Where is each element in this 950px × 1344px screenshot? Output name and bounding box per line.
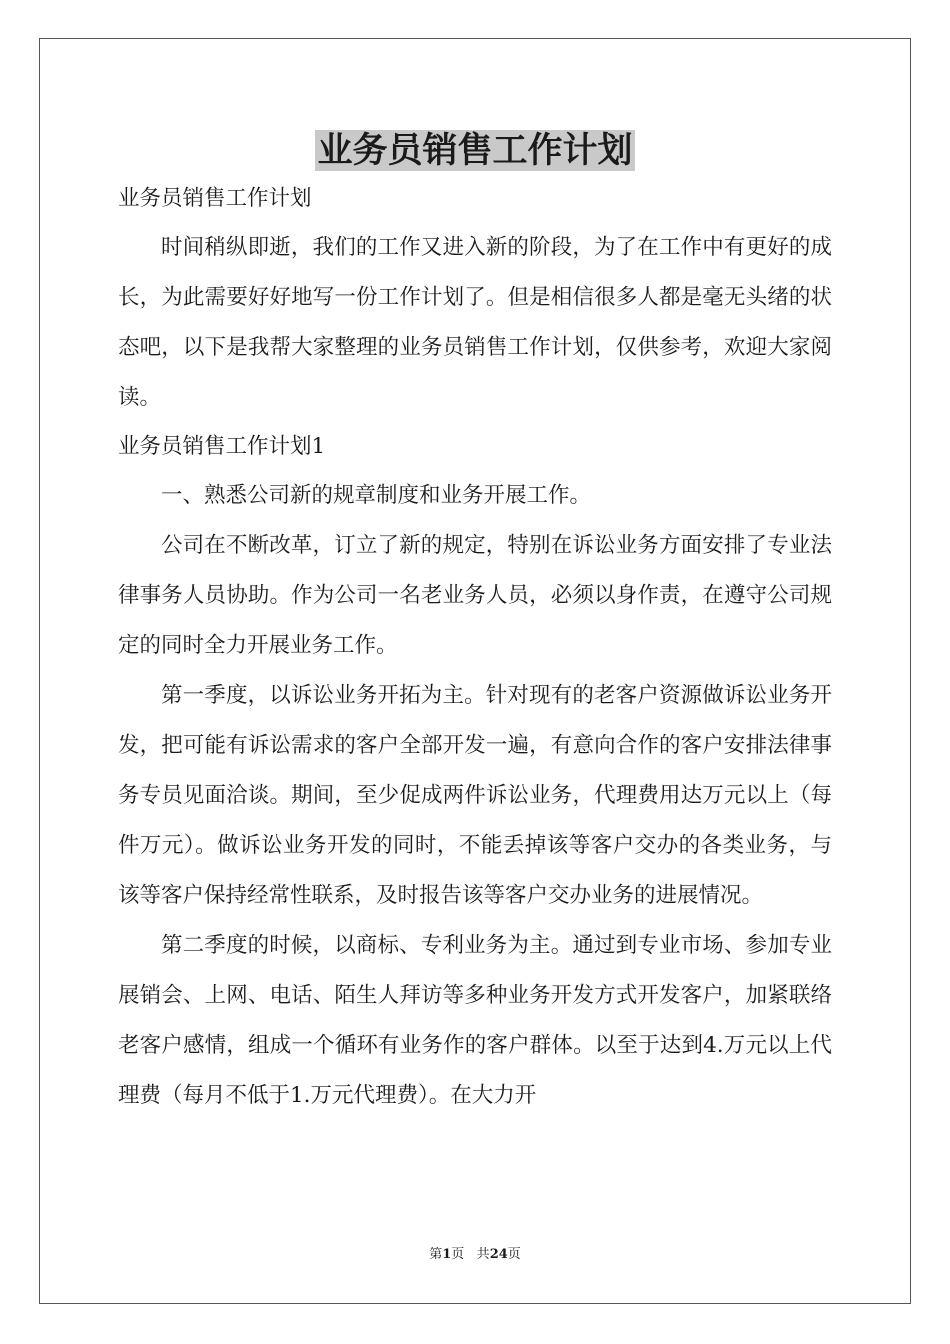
document-title	[0, 124, 950, 178]
page-suffix: 页	[451, 1247, 465, 1262]
body-paragraph-2: 第一季度，以诉讼业务开拓为主。针对现有的老客户资源做诉讼业务开发，把可能有诉讼需求的客户全部开发一遍，有意向合作的客户安排法律事务专员见面洽谈。期间，至少促成两件诉讼业务，代理费用达万元以上（每件万元）。做诉讼业务开发的同时，不能丢掉该等客户交办的各类业务，与该等客户保持经常性联系，及时报告该等客户交办业务的进展情况。	[118, 683, 832, 908]
intro-paragraph: 时间稍纵即逝，我们的工作又进入新的阶段，为了在工作中有更好的成长，为此需要好好地写一份工作计划了。但是相信很多人都是毫无头绪的状态吧，以下是我帮大家整理的业务员销售工作计划，仅供参考，欢迎大家阅读。	[118, 235, 832, 410]
document-body	[118, 175, 832, 1121]
total-pages: 24	[489, 1247, 508, 1262]
point-heading: 一、熟悉公司新的规章制度和业务开展工作。	[161, 483, 592, 508]
body-paragraph-3: 第二季度的时候，以商标、专利业务为主。通过到专业市场、参加专业展销会、上网、电话、陌生人拜访等多种业务开发方式开发客户，加紧联络老客户感情，组成一个循环有业务作的客户群体。以至于达到4.万元以上代理费（每月不低于1.万元代理费）。在大力开	[118, 933, 832, 1108]
section-heading: 业务员销售工作计划1	[118, 434, 326, 459]
page-prefix: 第	[429, 1247, 443, 1262]
document-subtitle: 业务员销售工作计划	[118, 186, 312, 211]
body-paragraph-1: 公司在不断改革，订立了新的规定，特别在诉讼业务方面安排了专业法律事务人员协助。作为公司一名老业务人员，必须以身作责，在遵守公司规定的同时全力开展业务工作。	[118, 533, 832, 658]
page-number: 1	[442, 1247, 452, 1262]
page-footer	[0, 1244, 950, 1266]
total-suffix: 页	[507, 1247, 521, 1262]
document-title-text: 业务员销售工作计划	[317, 130, 633, 171]
total-prefix: 共	[476, 1247, 490, 1262]
